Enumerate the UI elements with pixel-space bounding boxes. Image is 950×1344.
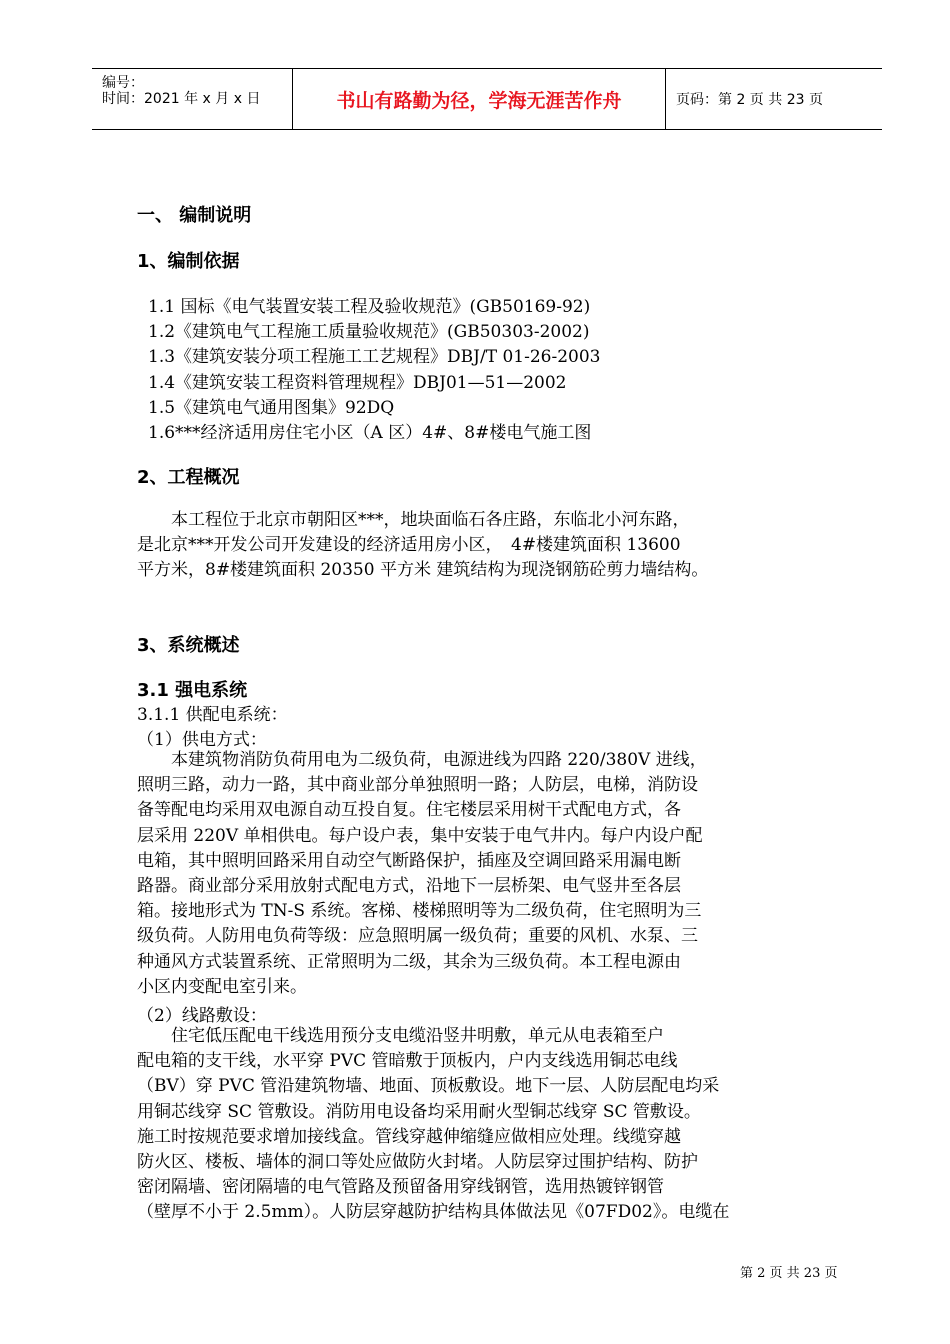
section-1-title: 一、 编制说明	[137, 205, 252, 226]
text-line: 密闭隔墙、密闭隔墙的电气管路及预留备用穿线钢管，选用热镀锌钢管	[137, 1177, 664, 1198]
reference-item: 1.6***经济适用房住宅小区（A 区）4#、8#楼电气施工图	[148, 423, 592, 443]
number-label: 编号：	[102, 75, 144, 91]
reference-item: 1.5《建筑电气通用图集》92DQ	[148, 398, 395, 418]
text-line: 箱。接地形式为 TN-S 系统。客梯、楼梯照明等为二级负荷，住宅照明为三	[137, 901, 702, 922]
text-line: 施工时按规范要求增加接线盒。管线穿越伸缩缝应做相应处理。线缆穿越	[137, 1126, 681, 1147]
text-line: （壁厚不小于 2.5mm）。人防层穿越防护结构具体做法见《07FD02》。电缆在	[137, 1202, 730, 1223]
power-supply-paragraph	[137, 748, 849, 1000]
text-line: 配电箱的支干线，水平穿 PVC 管暗敷于顶板内，户内支线选用铜芯电线	[137, 1051, 678, 1072]
overview-paragraph	[137, 508, 849, 584]
text-line: 备等配电均采用双电源自动互投自复。住宅楼层采用树干式配电方式，各	[137, 800, 681, 821]
text-line: 用铜芯线穿 SC 管敷设。消防用电设备均采用耐火型铜芯线穿 SC 管敷设。	[137, 1101, 701, 1122]
text-line: 电箱，其中照明回路采用自动空气断路保护，插座及空调回路采用漏电断	[137, 850, 681, 871]
text-line: 层采用 220V 单相供电。每户设户表，集中安装于电气井内。每户内设户配	[137, 825, 703, 846]
section-1-1-title: 1、编制依据	[137, 251, 240, 272]
text-line: 本建筑物消防负荷用电为二级负荷，电源进线为四路 220/380V 进线，	[137, 750, 707, 770]
text-line: 路器。商业部分采用放射式配电方式，沿地下一层桥架、电气竖井至各层	[137, 875, 681, 896]
time-label: 时间：2021 年 x 月 x 日	[102, 91, 261, 107]
text-line: 防火区、楼板、墙体的洞口等处应做防火封堵。人防层穿过围护结构、防护	[137, 1151, 698, 1172]
wiring-label: （2）线路敷设：	[137, 1006, 267, 1026]
section-3-1-title: 3.1 强电系统	[137, 680, 248, 701]
text-line: 本工程位于北京市朝阳区***，地块面临石各庄路，东临北小河东路，	[137, 510, 690, 530]
wiring-paragraph	[137, 1024, 849, 1226]
reference-item: 1.2《建筑电气工程施工质量验收规范》(GB50303-2002)	[148, 322, 590, 342]
text-line: 住宅低压配电干线选用预分支电缆沿竖井明敷，单元从电表箱至户	[137, 1026, 664, 1046]
section-2-title: 2、工程概况	[137, 467, 240, 488]
header-table	[92, 68, 882, 130]
header-page-label: 页码：第 2 页 共 23 页	[676, 92, 823, 108]
text-line: 是北京***开发公司开发建设的经济适用房小区， 4#楼建筑面积 13600	[137, 535, 681, 556]
footer-page-number: 第 2 页 共 23 页	[740, 1266, 838, 1281]
header-motto: 书山有路勤为径，学海无涯苦作舟	[293, 69, 666, 129]
text-line: 小区内变配电室引来。	[137, 976, 307, 997]
reference-item: 1.1 国标《电气装置安装工程及验收规范》(GB50169-92)	[148, 297, 591, 317]
power-supply-label: （1）供电方式：	[137, 730, 267, 750]
reference-item: 1.4《建筑安装工程资料管理规程》DBJ01—51—2002	[148, 373, 567, 393]
text-line: 级负荷。人防用电负荷等级：应急照明属一级负荷；重要的风机、水泵、三	[137, 926, 698, 947]
header-meta-cell	[92, 69, 293, 129]
reference-item: 1.3《建筑安装分项工程施工工艺规程》DBJ/T 01-26-2003	[148, 347, 601, 367]
text-line: （BV）穿 PVC 管沿建筑物墙、地面、顶板敷设。地下一层、人防层配电均采	[137, 1076, 720, 1097]
text-line: 照明三路，动力一路，其中商业部分单独照明一路；人防层，电梯，消防设	[137, 775, 698, 796]
text-line: 种通风方式装置系统、正常照明为二级，其余为三级负荷。本工程电源由	[137, 951, 681, 972]
section-3-title: 3、系统概述	[137, 635, 240, 656]
text-line: 平方米，8#楼建筑面积 20350 平方米 建筑结构为现浇钢筋砼剪力墙结构。	[137, 560, 709, 581]
subsection-3-1-1: 3.1.1 供配电系统：	[137, 705, 288, 725]
